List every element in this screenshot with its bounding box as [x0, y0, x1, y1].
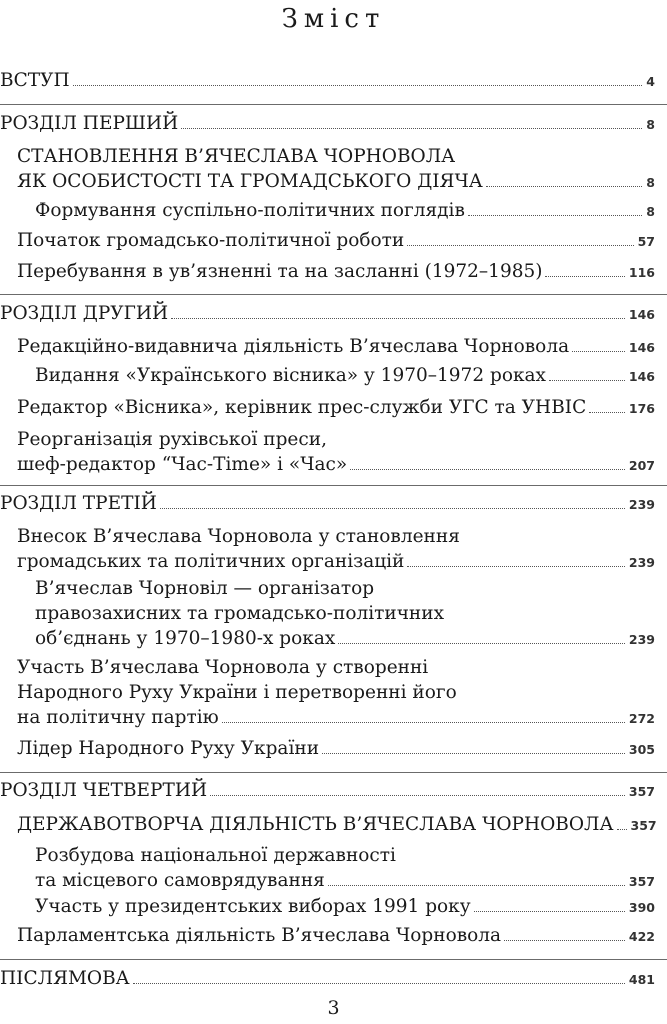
- toc-entry-title: Парламентська діяльність В’ячеслава Чорновола: [17, 925, 502, 946]
- toc-entry-afterword[interactable]: [0, 966, 655, 992]
- leader-dots: [328, 885, 625, 886]
- section-divider: [0, 485, 667, 486]
- toc-entry-title: Внесок В’ячеслава Чорновола у становлення: [17, 526, 460, 547]
- toc-entry-intro[interactable]: [0, 68, 655, 94]
- toc-entry-title: Редактор «Вісника», керівник прес-служби УГС та УНВІС: [17, 397, 587, 418]
- toc-page-number: 357: [630, 818, 657, 833]
- toc-entry-chapter-2[interactable]: [0, 301, 655, 327]
- toc-page-number: 481: [628, 972, 655, 987]
- toc-page-number: 146: [628, 369, 655, 384]
- toc-page-number: 4: [646, 74, 655, 89]
- toc-page-number: 305: [628, 742, 655, 757]
- leader-dots: [222, 722, 625, 723]
- toc-entry-title: СТАНОВЛЕННЯ В’ЯЧЕСЛАВА ЧОРНОВОЛА: [17, 146, 456, 167]
- toc-entry-3-1-1[interactable]: [35, 576, 655, 652]
- toc-entry-2-1-1[interactable]: [35, 363, 655, 389]
- toc-entry-3-1[interactable]: [17, 524, 655, 575]
- toc-entry-title: РОЗДІЛ ТРЕТІЙ: [0, 493, 157, 514]
- leader-dots: [549, 380, 625, 381]
- toc-entry-4-3[interactable]: [17, 923, 655, 949]
- toc-entry-title: ВСТУП: [0, 70, 70, 91]
- toc-entry-chapter-1[interactable]: [0, 111, 655, 137]
- leader-dots: [73, 85, 643, 86]
- section-divider: [0, 772, 667, 773]
- leader-dots: [589, 412, 625, 413]
- toc-page-number: 239: [628, 632, 655, 647]
- toc-entry-4-part[interactable]: [17, 812, 655, 838]
- toc-entry-title: Формування суспільно-політичних поглядів: [35, 200, 465, 221]
- leader-dots: [407, 245, 633, 246]
- toc-page-number: 272: [628, 711, 655, 726]
- leader-dots: [407, 566, 625, 567]
- toc-page-number: 422: [628, 929, 655, 944]
- leader-dots: [171, 318, 625, 319]
- leader-dots: [181, 128, 642, 129]
- toc-entry-3-3[interactable]: [17, 736, 655, 762]
- leader-dots: [322, 753, 625, 754]
- leader-dots: [160, 508, 625, 509]
- toc-entry-title: Народного Руху України і перетворенні його: [17, 682, 457, 703]
- toc-entry-title: Реорганізація рухівської преси,: [17, 429, 327, 450]
- toc-entry-title: РОЗДІЛ ЧЕТВЕРТИЙ: [0, 780, 208, 801]
- toc-entry-title: шеф-редактор “Час-Time» і «Час»: [17, 454, 348, 475]
- toc-entry-title: Участь В’ячеслава Чорновола у створенні: [17, 657, 429, 678]
- toc-page-number: 207: [628, 458, 655, 473]
- leader-dots: [504, 940, 625, 941]
- toc-page-number: 146: [628, 307, 655, 322]
- leader-dots: [545, 276, 624, 277]
- toc-entry-title: ДЕРЖАВОТВОРЧА ДІЯЛЬНІСТЬ В’ЯЧЕСЛАВА ЧОРНОВОЛА: [17, 814, 614, 835]
- toc-entry-1-2[interactable]: [17, 228, 655, 254]
- toc-entry-title: правозахисних та громадсько-політичних: [35, 603, 445, 624]
- section-divider: [0, 959, 667, 960]
- toc-entry-title: В’ячеслав Чорновіл — організатор: [35, 578, 375, 599]
- toc-entry-title: Видання «Українського вісника» у 1970–1972 роках: [35, 365, 546, 386]
- toc-page-number: 390: [628, 900, 655, 915]
- leader-dots: [133, 983, 625, 984]
- toc-page-number: 8: [646, 117, 655, 132]
- toc-entry-2-1[interactable]: [17, 334, 655, 360]
- toc-page-number: 8: [646, 175, 655, 190]
- toc-page-number: 357: [628, 874, 655, 889]
- toc-entry-title: ЯК ОСОБИСТОСТІ ТА ГРОМАДСЬКОГО ДІЯЧА: [17, 171, 483, 192]
- leader-dots: [338, 643, 625, 644]
- page-number: 3: [327, 997, 340, 1019]
- toc-entry-title: Перебування в ув’язненні та на засланні (1972–1985): [17, 261, 543, 282]
- toc-page-number: 176: [628, 401, 655, 416]
- page-title: Зміст: [281, 4, 386, 34]
- toc-page-number: 116: [628, 265, 655, 280]
- toc-entry-title: Початок громадсько-політичної роботи: [17, 230, 405, 251]
- toc-entry-title: та місцевого самоврядування: [35, 870, 325, 891]
- toc-page-number: 239: [628, 555, 655, 570]
- toc-entry-title: об’єднань у 1970–1980-х роках: [35, 628, 336, 649]
- toc-page-number: 357: [628, 784, 655, 799]
- toc-entry-title: Редакційно-видавнича діяльність В’ячеслава Чорновола: [17, 336, 570, 357]
- toc-entry-chapter-3[interactable]: [0, 491, 655, 517]
- section-divider: [0, 104, 667, 105]
- toc-entry-1-1[interactable]: [35, 198, 655, 224]
- toc-entry-title: РОЗДІЛ ПЕРШИЙ: [0, 113, 179, 134]
- leader-dots: [210, 795, 625, 796]
- toc-page-number: 239: [628, 497, 655, 512]
- toc-entry-2-3[interactable]: [17, 427, 655, 478]
- toc-entry-1-part[interactable]: [17, 144, 655, 195]
- toc-entry-3-2[interactable]: [17, 655, 655, 731]
- leader-dots: [350, 469, 625, 470]
- toc-page-number: 146: [628, 340, 655, 355]
- leader-dots: [468, 215, 642, 216]
- toc-entry-chapter-4[interactable]: [0, 778, 655, 804]
- toc-entry-2-2[interactable]: [17, 395, 655, 421]
- toc-entry-title: на політичну партію: [17, 707, 219, 728]
- toc-entry-title: Участь у президентських виборах 1991 року: [35, 896, 471, 917]
- toc-entry-title: громадських та політичних організацій: [17, 551, 405, 572]
- toc-entry-1-3[interactable]: [17, 259, 655, 285]
- leader-dots: [572, 351, 625, 352]
- toc-page-number: 57: [637, 234, 655, 249]
- toc-entry-title: Лідер Народного Руху України: [17, 738, 320, 759]
- leader-dots: [617, 829, 627, 830]
- section-divider: [0, 294, 667, 295]
- toc-entry-4-2[interactable]: [35, 894, 655, 920]
- leader-dots: [486, 186, 643, 187]
- leader-dots: [474, 911, 625, 912]
- toc-entry-title: ПІСЛЯМОВА: [0, 968, 130, 989]
- toc-entry-title: РОЗДІЛ ДРУГИЙ: [0, 303, 169, 324]
- toc-entry-title: Розбудова національної державності: [35, 845, 396, 866]
- toc-entry-4-1[interactable]: [35, 843, 655, 894]
- toc-page-number: 8: [646, 204, 655, 219]
